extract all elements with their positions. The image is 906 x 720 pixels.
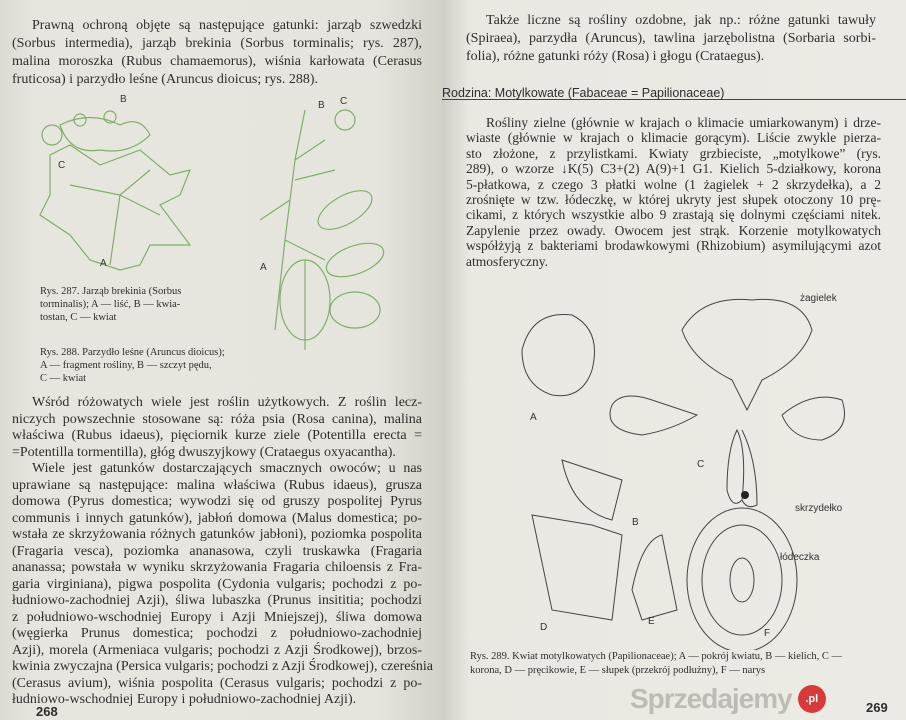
label-zagielek: żagielek xyxy=(800,293,837,304)
label-a: A xyxy=(530,412,537,423)
text-line: właściwa (Rubus idaeus), pięciornik kurze ziele (Potentilla erecta = xyxy=(12,428,422,443)
text-line: wstała ze skrzyżowania różnych gatunków jabłoni), poziomka pospolita xyxy=(12,527,422,542)
label-lodeczka: łódeczka xyxy=(780,552,820,563)
text-line: zrośnięte w tzw. łódeczkę, w której ukryty jest słupek otoczony 10 prę- xyxy=(466,192,881,207)
label-d: D xyxy=(540,622,548,633)
label-b: B xyxy=(632,517,639,528)
sorbus-illustration xyxy=(30,95,230,295)
text-line: Także liczne są rośliny ozdobne, jak np.: różne gatunki tawuły xyxy=(486,13,876,28)
fig287-label-c: C xyxy=(58,160,66,171)
text-line: niczych powszechnie stosowane są: róża psia (Rosa canina), malina xyxy=(12,411,422,427)
fig288-label-c: C xyxy=(340,96,348,107)
text-line: korona, D — pręcikowie, E — słupek (przekrój podłużny), F — narys xyxy=(470,665,766,676)
text-line: z południowo-wschodniej Europy i Azji Mniejszej), śliwa domowa xyxy=(12,609,422,625)
label-c: C xyxy=(697,459,705,470)
text-line: cikami, z których wszystkie albo 9 zrastają się dolnymi częściami nitek. xyxy=(466,207,881,223)
text-line: uprawiane są następujące: malina właściwa (Rubus idaeus), grusza xyxy=(12,477,422,493)
label-skrzydelko: skrzydełko xyxy=(795,503,843,514)
text-line: Rys. 288. Parzydło leśne (Aruncus dioicus); xyxy=(40,347,225,358)
watermark-logo: Sprzedajemy xyxy=(630,683,792,714)
text-line: C — kwiat xyxy=(40,373,87,384)
text-line: torminalis); A — liść, B — kwia- xyxy=(40,299,181,310)
text-line: Rośliny zielne (głównie w krajach o klimacie umiarkowanym) i drze- xyxy=(486,115,881,130)
text-line: domowa (Pyrus domestica; wywodzi się od gruszy pospolitej Pyrus xyxy=(12,494,422,509)
label-f: F xyxy=(764,628,771,639)
text-line: atmosferyczny. xyxy=(466,253,548,269)
text-line: 5-płatkowa, z czego 3 płatki wolne (1 żagielek + 2 skrzydełka), a 2 xyxy=(466,176,881,192)
text-line: kwinia zwyczajna (Persica vulgaris; pochodzi z Azji Środkowej), czereśnia xyxy=(12,659,434,674)
text-line: ananassa; powstała w wyniku skrzyżowania Fragaria chiloensis z Fra- xyxy=(12,560,422,575)
text-line: współżyją z bakteriami brodawkowymi (Rhizobium) asymilującymi azot xyxy=(466,238,881,254)
text-line: Rys. 287. Jarząb brekinia (Sorbus xyxy=(40,286,182,297)
page-number-right: 269 xyxy=(866,700,888,715)
right-page xyxy=(442,0,906,720)
text-line: communis i innych gatunków), jabłoń domowa (Malus domestica; po- xyxy=(12,510,422,526)
text-line: folia), różne gatunki róży (Rosa) i głogu (Crataegus). xyxy=(466,49,765,64)
text-line: garia virginiana), pigwa pospolita (Cydonia vulgaris; pochodzi z po- xyxy=(12,576,422,592)
watermark xyxy=(630,684,826,714)
text-line: Zapylenie przez owady. Owocem jest strąk. Korzenie motylkowatych xyxy=(466,222,881,238)
text-line: fruticosa) i parzydło leśne (Aruncus dioicus; rys. 288). xyxy=(12,72,318,87)
fig287-label-b: B xyxy=(120,94,127,105)
text-line: tostan, C — kwiat xyxy=(40,312,117,323)
page-number-left: 268 xyxy=(36,704,58,719)
aruncus-illustration xyxy=(235,100,415,370)
text-line: =Potentilla tormentilla), głóg dwuszyjkowy (Crataegus oxyacantha). xyxy=(12,444,396,460)
text-line: malina moroszka (Rubus chamaemorus), wiśnia karłowata (Cerasus xyxy=(12,54,422,69)
text-line: 289), o wzorze ↓K(5) C3+(2) A(9)+1 G1. Kielich 5-działkowy, korona xyxy=(466,161,881,177)
text-line: wiaste (głównie w krajach o klimacie gorącym). Liście zwykle pierza- xyxy=(466,130,881,146)
family-heading: Rodzina: Motylkowate (Fabaceae = Papilionaceae) xyxy=(442,80,906,100)
fig288-label-a: A xyxy=(260,262,267,273)
text-line: (węgierka Prunus domestica; pochodzi z południowo-zachodniej xyxy=(12,626,422,641)
text-line: łudniowo-wschodniej Europy i południowo-zachodniej Azji). xyxy=(12,692,357,707)
fig288-label-b: B xyxy=(318,100,325,111)
text-line: Wiele jest gatunków dostarczających smacznych owoców; u nas xyxy=(32,461,422,476)
text-line: Azji), morela (Armeniaca vulgaris; pochodzi z Azji Środkowej), brzos- xyxy=(12,642,422,658)
text-line: Rys. 289. Kwiat motylkowatych (Papilionaceae); A — pokrój kwiatu, B — kielich, C — xyxy=(470,651,842,662)
fig287-label-a: A xyxy=(100,258,107,269)
label-e: E xyxy=(648,616,655,627)
papilionaceae-diagram xyxy=(502,290,902,650)
text-line: sto złożone, z przylistkami. Kwiaty grzbieciste, „motylkowe” (rys. xyxy=(466,145,881,161)
text-line: A — fragment rośliny, B — szczyt pędu, xyxy=(40,360,212,371)
left-page xyxy=(0,0,442,720)
text-line: (Spiraea), parzydła (Aruncus), tawlina jarzębolistna (Sorbaria sorbi- xyxy=(466,31,876,46)
watermark-badge: .pl xyxy=(798,685,826,713)
text-line: łudniowo-zachodniej Azji), śliwa lubaszka (Prunus insititia; pochodzi xyxy=(12,593,422,608)
text-line: Wśród różowatych wiele jest roślin użytkowych. Z roślin lecz- xyxy=(32,395,422,410)
text-line: (Fragaria vesca), poziomka ananasowa, czyli truskawka (Fragaria xyxy=(12,543,422,559)
text-line: (Cerasus avium), wiśnia pospolita (Cerasus vulgaris; pochodzi z po- xyxy=(12,675,422,691)
text-line: Prawną ochroną objęte są następujące gatunki: jarząb szwedzki xyxy=(32,18,422,33)
text-line: (Sorbus intermedia), jarząb brekinia (Sorbus torminalis; rys. 287), xyxy=(12,36,422,51)
